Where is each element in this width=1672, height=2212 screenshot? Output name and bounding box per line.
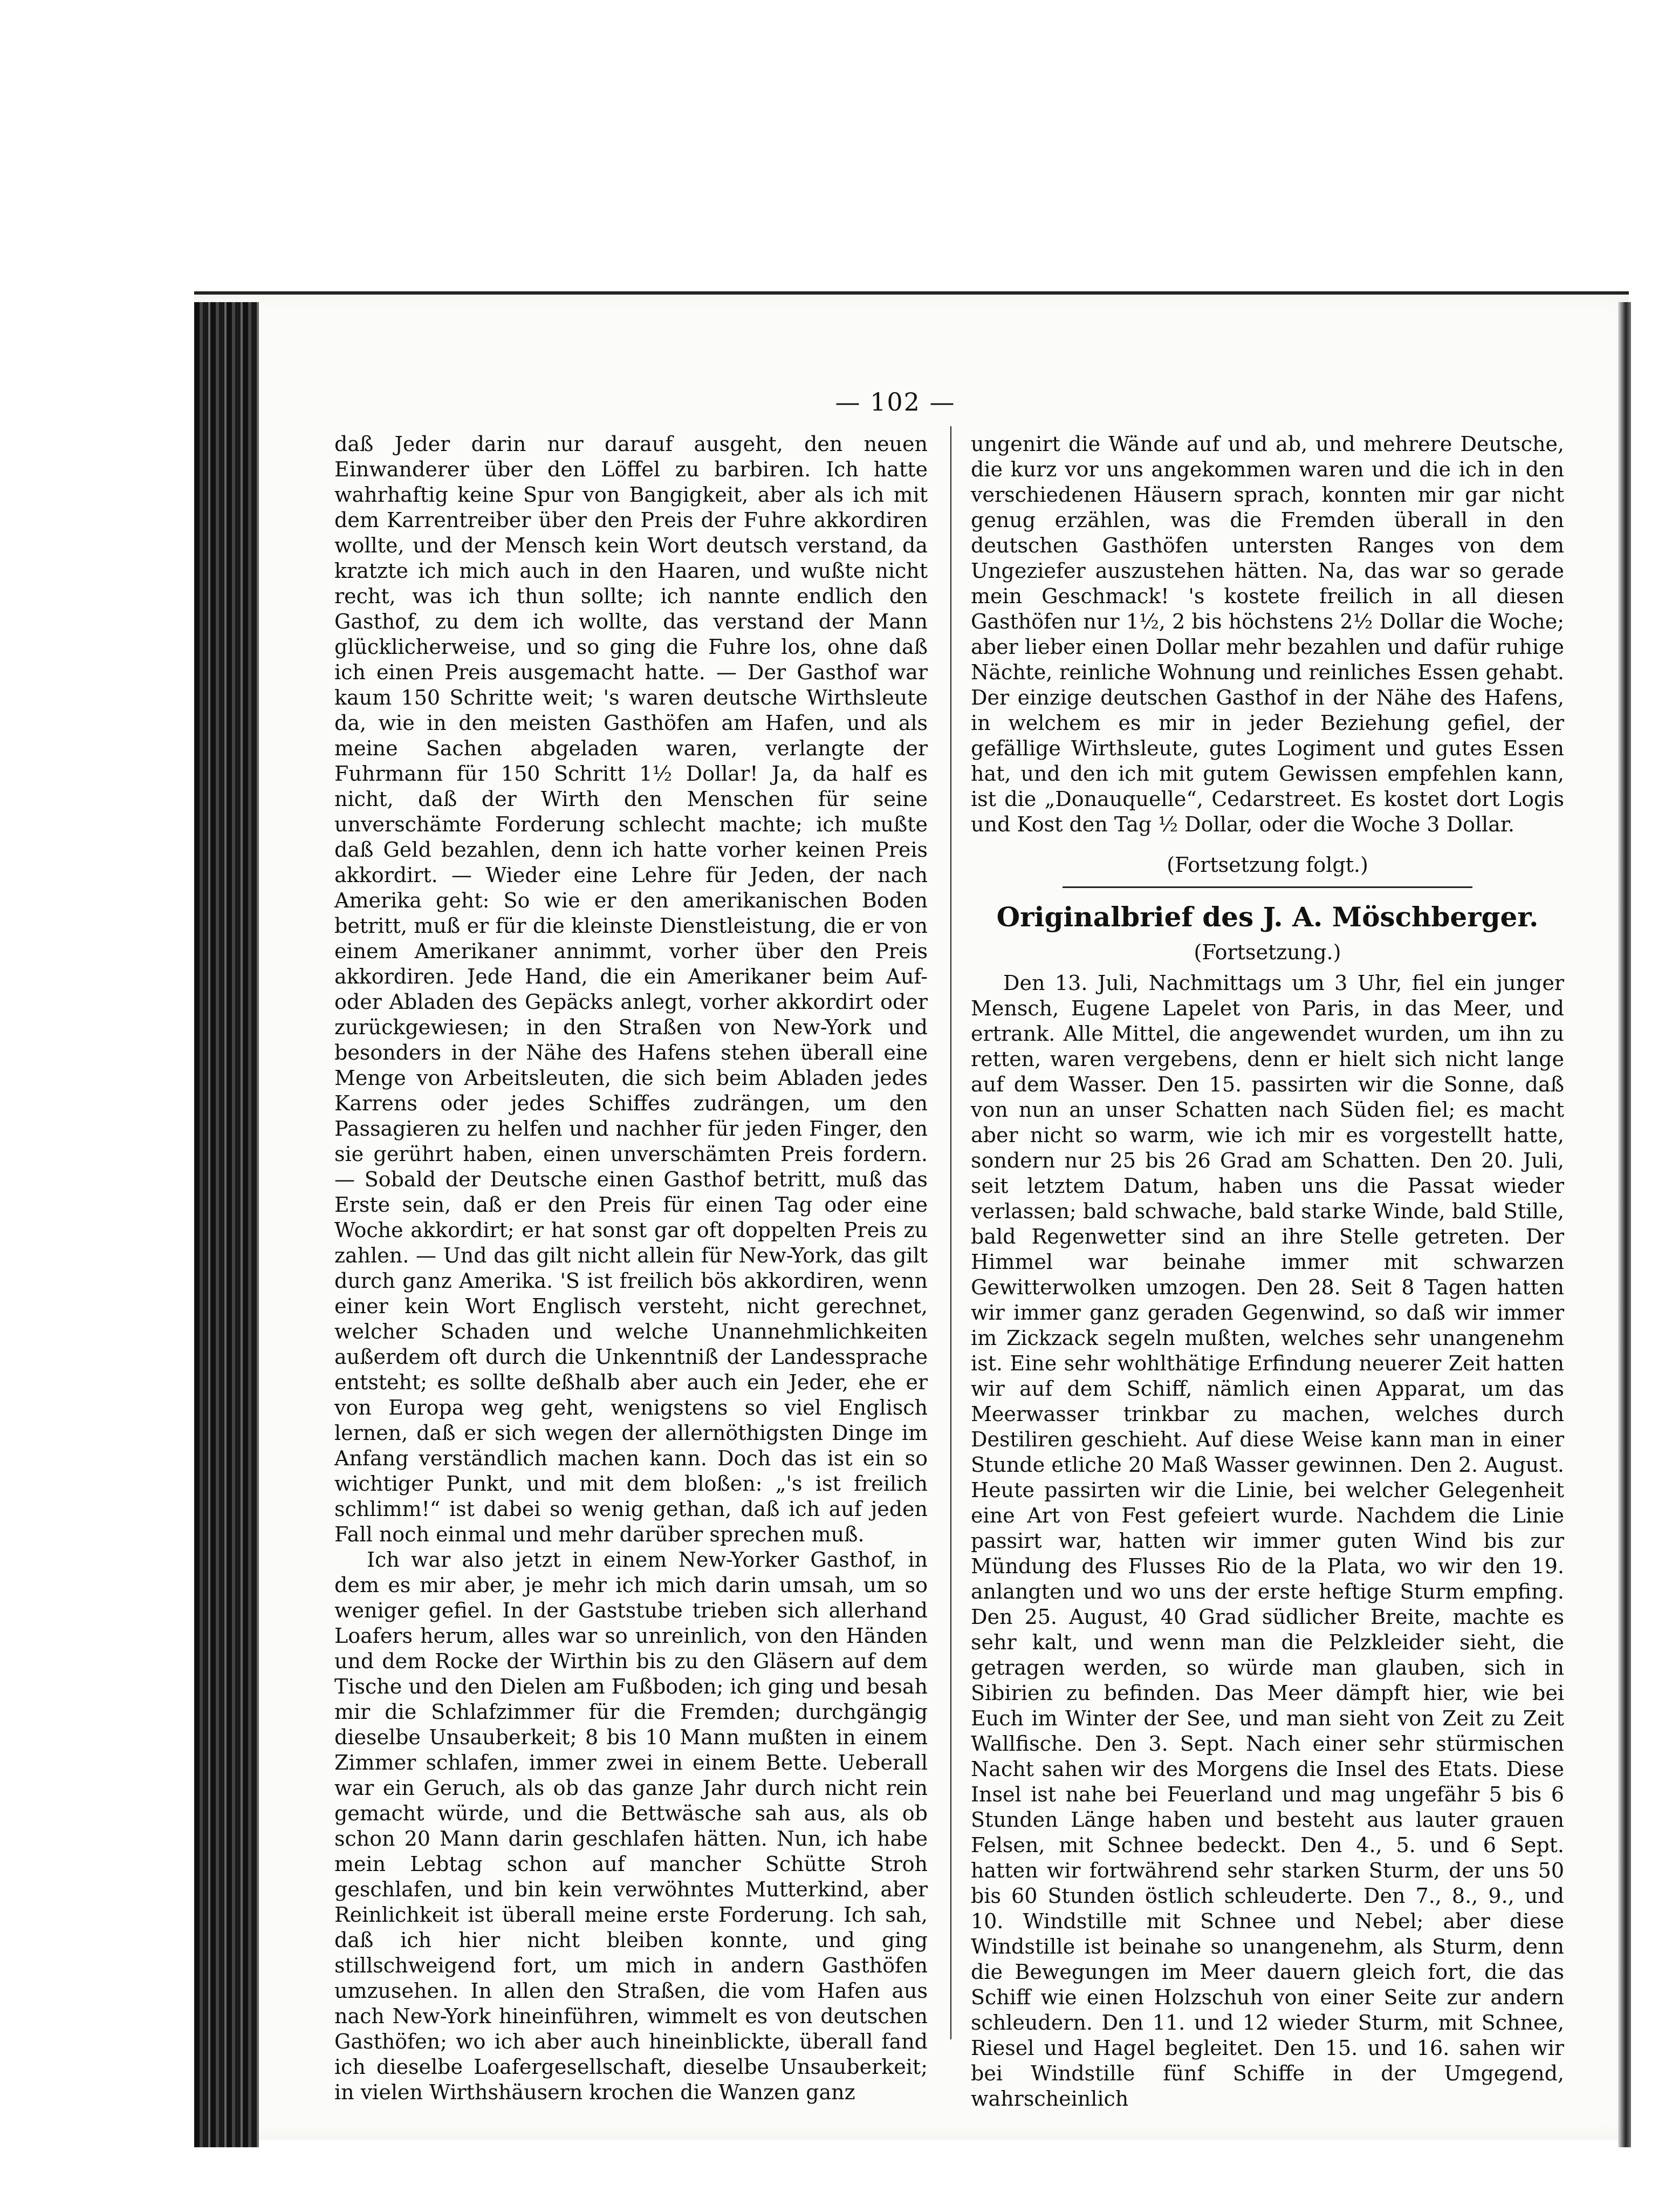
left-column [334,432,928,2105]
left-paragraph-1: daß Jeder darin nur darauf ausgeht, den neuen Einwanderer über den Löffel zu barbiren. Ich hatte wahrhaftig keine Spur von Bangigkeit, aber als ich mit dem Karrentreiber über den Preis der Fuhre akkordiren wollte, und der Mensch kein Wort deutsch verstand, da kratzte ich mich auch in den Haaren, und wußte nicht recht, was ich thun sollte; ich nannte endlich den Gasthof, zu dem ich wollte, das verstand der Mann glücklicherweise, und so ging die Fuhre los, ohne daß ich einen Preis ausgemacht hatte. — Der Gasthof war kaum 150 Schritte weit; 's waren deutsche Wirthsleute da, wie in den meisten Gasthöfen am Hafen, und als meine Sachen abgeladen waren, verlangte der Fuhrmann für 150 Schritt 1½ Dollar! Ja, da half es nicht, daß der Wirth den Menschen für seine unverschämte Forderung schlecht machte; ich mußte daß Geld bezahlen, denn ich hatte vorher keinen Preis akkordirt. — Wieder eine Lehre für Jeden, der nach Amerika geht: So wie er den amerikanischen Boden betritt, muß er für die kleinste Dienstleistung, die er von einem Amerikaner annimmt, vorher über den Preis akkordiren. Jede Hand, die ein Amerikaner beim Auf- oder Abladen des Gepäcks anlegt, vorher akkordirt oder zurückgewiesen; in den Straßen von New-York und besonders in der Nähe des Hafens stehen überall eine Menge von Arbeitsleuten, die sich beim Abladen jedes Karrens oder jedes Schiffes zudrängen, um den Passagieren zu helfen und nachher für jeden Finger, den sie gerührt haben, einen unverschämten Preis fordern. — Sobald der Deutsche einen Gasthof betritt, muß das Erste sein, daß er den Preis für einen Tag oder eine Woche akkordirt; er hat sonst gar oft doppelten Preis zu zahlen. — Und das gilt nicht allein für New-York, das gilt durch ganz Amerika. 'S ist freilich bös akkordiren, wenn einer kein Wort Englisch versteht, nicht gerechnet, welcher Schaden und welche Unannehmlichkeiten außerdem oft durch die Unkenntniß der Landessprache entsteht; es sollte deßhalb aber auch ein Jeder, ehe er von Europa weg geht, wenigstens so viel Englisch lernen, daß er sich wegen der allernöthigsten Dinge im Anfang verständlich machen kann. Doch das ist ein so wichtiger Punkt, und mit dem bloßen: „'s ist freilich schlimm!“ ist dabei so wenig gethan, daß ich auf jeden Fall noch einmal und mehr darüber sprechen muß. [334,432,928,1546]
letter-body: Den 13. Juli, Nachmittags um 3 Uhr, fiel ein junger Mensch, Eugene Lapelet von Paris, in das Meer, und ertrank. Alle Mittel, die angewendet wurden, um ihn zu retten, waren vergebens, denn er hielt sich nicht lange auf dem Wasser. Den 15. passirten wir die Sonne, daß von nun an unser Schatten nach Süden fiel; es macht aber nicht so warm, wie ich mir es vorgestellt hatte, sondern nur 25 bis 26 Grad am Schatten. Den 20. Juli, seit letztem Datum, haben uns die Passat wieder verlassen; bald schwache, bald starke Winde, bald Stille, bald Regenwetter sind an ihre Stelle getreten. Der Himmel war beinahe immer mit schwarzen Gewitterwolken umzogen. Den 28. Seit 8 Tagen hatten wir immer ganz geraden Gegenwind, so daß wir immer im Zickzack segeln mußten, welches sehr unangenehm ist. Eine sehr wohlthätige Erfindung neuerer Zeit hatten wir auf dem Schiff, nämlich einen Apparat, um das Meerwasser trinkbar zu machen, welches durch Destiliren geschieht. Auf diese Weise kann man in einer Stunde etliche 20 Maß Wasser gewinnen. Den 2. August. Heute passirten wir die Linie, bei welcher Gelegenheit eine Art von Fest gefeiert wurde. Nachdem die Linie passirt war, hatten wir immer guten Wind bis zur Mündung des Flusses Rio de la Plata, wo wir den 19. anlangten und wo uns der erste heftige Sturm empfing. Den 25. August, 40 Grad südlicher Breite, machte es sehr kalt, und wenn man die Pelzkleider sieht, die getragen werden, so würde man glauben, sich in Sibirien zu befinden. Das Meer dämpft hier, wie bei Euch im Winter der See, und man sieht von Zeit zu Zeit Wallfische. Den 3. Sept. Nach einer sehr stürmischen Nacht sahen wir des Morgens die Insel des Etats. Diese Insel ist nahe bei Feuerland und mag ungefähr 5 bis 6 Stunden Länge haben und besteht aus lauter grauen Felsen, mit Schnee bedeckt. Den 4., 5. und 6 Sept. hatten wir fortwährend sehr starken Sturm, der uns 50 bis 60 Stunden östlich schleuderte. Den 7., 8., 9., und 10. Windstille mit Schnee und Nebel; aber diese Windstille ist beinahe so unangenehm, als Sturm, denn die Bewegungen im Meer dauern gleich fort, die das Schiff wie einen Holzschuh von einer Seite zur andern schleudern. Den 11. und 12 wieder Sturm, mit Schnee, Riesel und Hagel begleitet. Den 15. und 16. sahen wir bei Windstille fünf Schiffe in der Umgegend, wahrscheinlich [971,971,1564,2111]
page-right-edge [1618,302,1631,2147]
letter-subtitle: (Fortsetzung.) [1194,940,1341,964]
continued-note: (Fortsetzung folgt.) [1167,853,1368,877]
column-divider [950,426,951,2039]
right-column [971,432,1564,2112]
page-number: — 102 — [835,387,956,417]
letter-title: Originalbrief des J. A. Möschberger. [996,901,1539,933]
book-binding-edge [194,302,259,2147]
left-paragraph-2: Ich war also jetzt in einem New-Yorker Gasthof, in dem es mir aber, je mehr ich mich darin umsah, um so weniger gefiel. In der Gaststube trieben sich allerhand Loafers herum, alles war so unreinlich, von den Händen und dem Rocke der Wirthin bis zu den Gläsern auf dem Tische und den Dielen am Fußboden; ich ging und besah mir die Schlafzimmer für die Fremden; durchgängig dieselbe Unsauberkeit; 8 bis 10 Mann mußten in einem Zimmer schlafen, immer zwei in einem Bette. Ueberall war ein Geruch, als ob das ganze Jahr durch nicht rein gemacht würde, und die Bettwäsche sah aus, als ob schon 20 Mann darin geschlafen hätten. Nun, ich habe mein Lebtag schon auf mancher Schütte Stroh geschlafen, und bin kein verwöhntes Mutterkind, aber Reinlichkeit ist überall meine erste Forderung. Ich sah, daß ich hier nicht bleiben konnte, und ging stillschweigend fort, um mich in andern Gasthöfen umzusehen. In allen den Straßen, die vom Hafen aus nach New-York hineinführen, wimmelt es von deutschen Gasthöfen; wo ich aber auch hineinblickte, überall fand ich dieselbe Loafergesellschaft, dieselbe Unsauberkeit; in vielen Wirthshäusern krochen die Wanzen ganz [334,1548,928,2104]
section-rule [1063,886,1472,888]
right-paragraph-1: ungenirt die Wände auf und ab, und mehrere Deutsche, die kurz vor uns angekommen waren und die ich in den verschiedenen Häusern sprach, konnten mir gar nicht genug erzählen, was die Fremden überall in den deutschen Gasthöfen untersten Ranges von dem Ungeziefer auszustehen hätten. Na, das war so gerade mein Geschmack! 's kostete freilich in all diesen Gasthöfen nur 1½, 2 bis höchstens 2½ Dollar die Woche; aber lieber einen Dollar mehr bezahlen und dafür ruhige Nächte, reinliche Wohnung und reinliches Essen gehabt. Der einzige deutschen Gasthof in der Nähe des Hafens, in welchem es mir in jeder Beziehung gefiel, der gefällige Wirthsleute, gutes Logiment und gutes Essen hat, und den ich mit gutem Gewissen empfehlen kann, ist die „Donauquelle“, Cedarstreet. Es kostet dort Logis und Kost den Tag ½ Dollar, oder die Woche 3 Dollar. [971,432,1564,836]
